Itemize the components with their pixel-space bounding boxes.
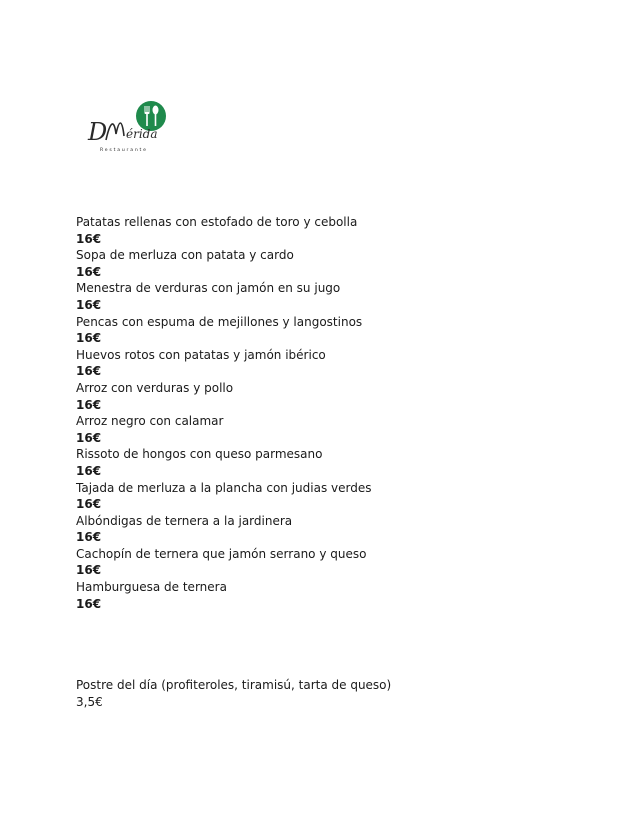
dessert-price: 3,5€ [76,694,103,709]
menu-item [76,513,596,546]
dessert-item [76,677,596,710]
menu-item-name: Sopa de merluza con patata y cardo [76,248,294,263]
menu-item-name: Hamburguesa de ternera [76,580,227,595]
menu-item [76,347,596,380]
menu-item-price: 16€ [76,530,102,545]
menu-item-price: 16€ [76,463,102,478]
menu-item-price: 16€ [76,563,102,578]
menu-item [76,546,596,579]
menu-item-price: 16€ [76,297,102,312]
logo-graphic [86,94,176,158]
menu-item [76,214,596,247]
menu-item [76,280,596,313]
logo-letter-m [106,123,124,140]
menu-item-price: 16€ [76,497,102,512]
menu-item [76,579,596,612]
menu-item-name: Patatas rellenas con estofado de toro y cebolla [76,215,358,229]
menu-item [76,413,596,446]
logo-subtext: Restaurante [100,148,148,153]
logo-script-text: érida [126,127,158,141]
menu-item-price: 16€ [76,364,102,379]
menu-item-price: 16€ [76,231,102,246]
menu-item-price: 16€ [76,264,102,279]
menu-item [76,380,596,413]
menu-item-price: 16€ [76,596,102,611]
menu-list [76,214,596,612]
menu-item [76,480,596,513]
menu-item-name: Tajada de merluza a la plancha con judias verdes [76,480,372,495]
menu-item-price: 16€ [76,397,102,412]
menu-item-name: Arroz con verduras y pollo [76,380,234,395]
menu-item-price: 16€ [76,331,102,346]
menu-item-name: Albóndigas de ternera a la jardinera [76,513,293,528]
menu-item-name: Arroz negro con calamar [76,414,224,429]
menu-item-name: Huevos rotos con patatas y jamón ibérico [76,347,326,362]
menu-item [76,314,596,347]
menu-item-price: 16€ [76,430,102,445]
menu-item [76,247,596,280]
dessert-name: Postre del día (profiteroles, tiramisú, tarta de queso) [76,678,392,692]
menu-item-name: Cachopín de ternera que jamón serrano y queso [76,546,367,561]
logo-letter-d: D [88,118,108,146]
menu-item-name: Rissoto de hongos con queso parmesano [76,447,323,462]
restaurant-logo [86,94,176,158]
menu-item [76,446,596,479]
menu-item-name: Menestra de verduras con jamón en su jugo [76,281,341,296]
menu-item-name: Pencas con espuma de mejillones y langostinos [76,314,363,329]
